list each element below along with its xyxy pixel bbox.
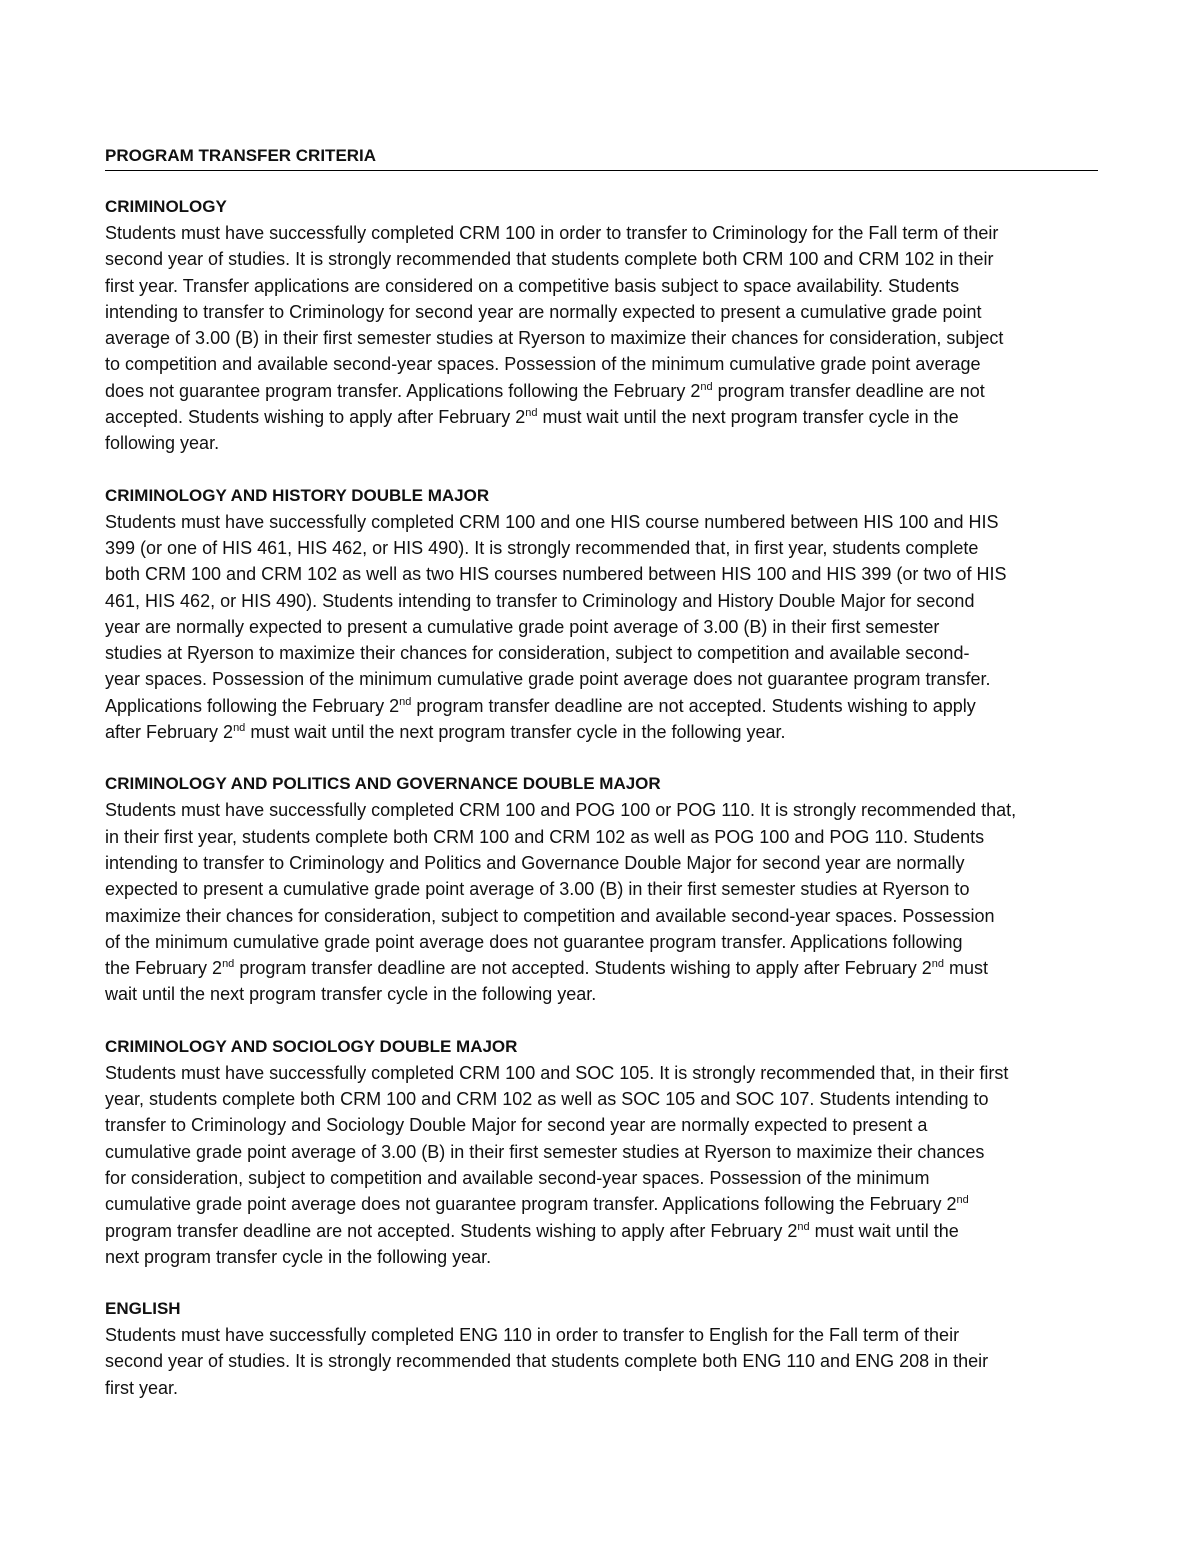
text-run: program transfer deadline are not accepted. Students wishing to apply after February 2 — [234, 958, 932, 979]
ordinal-superscript: nd — [222, 958, 235, 971]
text-line — [105, 325, 1098, 351]
text-run: 399 (or one of HIS 461, HIS 462, or HIS 490). It is strongly recommended that, in first year, students complete — [105, 537, 979, 558]
text-run: must — [943, 958, 988, 979]
text-run: program transfer deadline are not accepted. Students wishing to apply — [411, 695, 976, 716]
text-run: the February 2 — [105, 958, 223, 979]
text-run: cumulative grade point average does not guarantee program transfer. Applications following the February 2 — [105, 1194, 957, 1215]
section-heading: CRIMINOLOGY — [105, 197, 227, 216]
text-run: Students must have successfully completed CRM 100 in order to transfer to Criminology for the Fall term of their — [105, 223, 999, 243]
text-line — [105, 273, 1098, 299]
section-heading: CRIMINOLOGY AND HISTORY DOUBLE MAJOR — [105, 485, 490, 505]
text-run: to competition and available second-year spaces. Possession of the minimum cumulative grade point average — [105, 354, 981, 375]
text-run: 461, HIS 462, or HIS 490). Students intending to transfer to Criminology and History Double Major for second — [105, 590, 975, 611]
text-run: expected to present a cumulative grade point average of 3.00 (B) in their first semester studies at Ryerson to — [105, 879, 970, 900]
text-run: second year of studies. It is strongly recommended that students complete both ENG 110 and ENG 208 in their — [105, 1351, 989, 1372]
text-line — [105, 981, 1098, 1007]
text-run: studies at Ryerson to maximize their chances for consideration, subject to competition and available second- — [105, 643, 970, 664]
text-run: must wait until the next program transfer cycle in the following year. — [245, 722, 786, 743]
text-run: for consideration, subject to competition and available second-year spaces. Possession of the minimum — [105, 1167, 930, 1188]
text-line — [105, 1375, 1098, 1401]
text-line — [105, 588, 1098, 614]
text-line — [105, 955, 1098, 981]
text-line — [105, 430, 1098, 456]
text-run: transfer to Criminology and Sociology Double Major for second year are normally expected to present a — [105, 1115, 928, 1136]
section-body — [105, 220, 1098, 457]
ordinal-superscript: nd — [956, 1194, 969, 1207]
text-line — [105, 561, 1098, 587]
text-line — [105, 404, 1098, 430]
text-line — [105, 850, 1098, 876]
text-line — [105, 378, 1098, 404]
text-line — [105, 1165, 1098, 1191]
ordinal-superscript: nd — [931, 958, 944, 971]
text-run: accepted. Students wishing to apply after February 2 — [105, 407, 526, 428]
text-line — [105, 1139, 1098, 1165]
section-body — [105, 1322, 1098, 1401]
ordinal-superscript: nd — [797, 1220, 810, 1233]
text-run: of the minimum cumulative grade point average does not guarantee program transfer. Applications following — [105, 931, 963, 952]
ordinal-superscript: nd — [233, 722, 246, 735]
text-run: intending to transfer to Criminology for second year are normally expected to present a cumulative grade point — [105, 301, 982, 322]
text-run: in their first year, students complete both CRM 100 and CRM 102 as well as POG 100 and POG 110. Students — [105, 826, 985, 847]
text-run: Students must have successfully completed CRM 100 and SOC 105. It is strongly recommended that, in their first — [105, 1062, 1009, 1083]
section-2 — [105, 771, 1098, 1007]
text-run: following year. — [105, 433, 220, 454]
text-run: after February 2 — [105, 722, 234, 743]
ordinal-superscript: nd — [399, 695, 412, 708]
text-run: both CRM 100 and CRM 102 as well as two HIS courses numbered between HIS 100 and HIS 399 (or two of HIS — [105, 564, 1007, 585]
text-run: maximize their chances for consideration, subject to competition and available second-year spaces. Possession — [105, 905, 995, 926]
text-run: first year. Transfer applications are considered on a competitive basis subject to space availability. Students — [105, 275, 960, 296]
text-run: program transfer deadline are not accepted. Students wishing to apply after February 2 — [105, 1220, 798, 1241]
text-run: Students must have successfully completed ENG 110 in order to transfer to English for the Fall term of their — [105, 1325, 960, 1346]
document-page — [105, 143, 1098, 1427]
text-run: cumulative grade point average of 3.00 (B) in their first semester studies at Ryerson to maximize their chances — [105, 1141, 985, 1162]
section-heading: ENGLISH — [105, 1299, 181, 1319]
text-line — [105, 929, 1098, 955]
text-run: second year of studies. It is strongly recommended that students complete both CRM 100 and CRM 102 in their — [105, 249, 994, 270]
text-run: Applications following the February 2 — [105, 695, 400, 716]
text-line — [105, 1191, 1098, 1217]
text-run: next program transfer cycle in the following year. — [105, 1246, 492, 1267]
text-line — [105, 1322, 1098, 1348]
text-line — [105, 797, 1098, 823]
text-line — [105, 903, 1098, 929]
text-line — [105, 1086, 1098, 1112]
text-run: intending to transfer to Criminology and Politics and Governance Double Major for second year are normally — [105, 852, 965, 873]
text-line — [105, 220, 1098, 246]
text-run: year are normally expected to present a cumulative grade point average of 3.00 (B) in their first semester — [105, 616, 940, 637]
text-run: must wait until the next program transfer cycle in the — [537, 407, 959, 428]
text-run: year, students complete both CRM 100 and CRM 102 as well as SOC 105 and SOC 107. Students intending to — [105, 1089, 989, 1110]
text-line — [105, 299, 1098, 325]
text-line — [105, 719, 1098, 745]
section-body — [105, 1060, 1098, 1270]
text-line — [105, 693, 1098, 719]
text-line — [105, 640, 1098, 666]
sections-container — [105, 194, 1098, 1401]
text-line — [105, 1218, 1098, 1244]
section-body — [105, 797, 1098, 1007]
text-run: Students must have successfully completed CRM 100 and one HIS course numbered between HIS 100 and HIS — [105, 511, 999, 532]
text-run: Students must have successfully completed CRM 100 and POG 100 or POG 110. It is strongly recommended that, — [105, 800, 1017, 821]
text-run: program transfer deadline are not — [712, 380, 985, 401]
section-heading: CRIMINOLOGY AND POLITICS AND GOVERNANCE DOUBLE MAJOR — [105, 774, 661, 794]
text-run: year spaces. Possession of the minimum cumulative grade point average does not guarantee program transfer. — [105, 669, 991, 690]
text-run: must wait until the — [809, 1220, 959, 1241]
text-run: does not guarantee program transfer. Applications following the February 2 — [105, 380, 701, 401]
text-line — [105, 535, 1098, 561]
section-body — [105, 509, 1098, 746]
text-line — [105, 246, 1098, 272]
section-0 — [105, 194, 1098, 457]
text-line — [105, 614, 1098, 640]
text-line — [105, 824, 1098, 850]
ordinal-superscript: nd — [525, 407, 538, 420]
section-heading: CRIMINOLOGY AND SOCIOLOGY DOUBLE MAJOR — [105, 1036, 518, 1056]
document-title: PROGRAM TRANSFER CRITERIA — [105, 143, 1098, 171]
text-line — [105, 1112, 1098, 1138]
text-run: average of 3.00 (B) in their first semester studies at Ryerson to maximize their chances for consideration, subject — [105, 328, 1004, 349]
section-3 — [105, 1034, 1098, 1270]
text-line — [105, 351, 1098, 377]
text-run: first year. — [105, 1377, 179, 1398]
text-line — [105, 1060, 1098, 1086]
text-line — [105, 509, 1098, 535]
text-line — [105, 1348, 1098, 1374]
text-line — [105, 666, 1098, 692]
text-line — [105, 1244, 1098, 1270]
section-1 — [105, 483, 1098, 746]
ordinal-superscript: nd — [700, 380, 713, 393]
section-4 — [105, 1296, 1098, 1401]
text-run: wait until the next program transfer cycle in the following year. — [105, 984, 597, 1005]
text-line — [105, 876, 1098, 902]
